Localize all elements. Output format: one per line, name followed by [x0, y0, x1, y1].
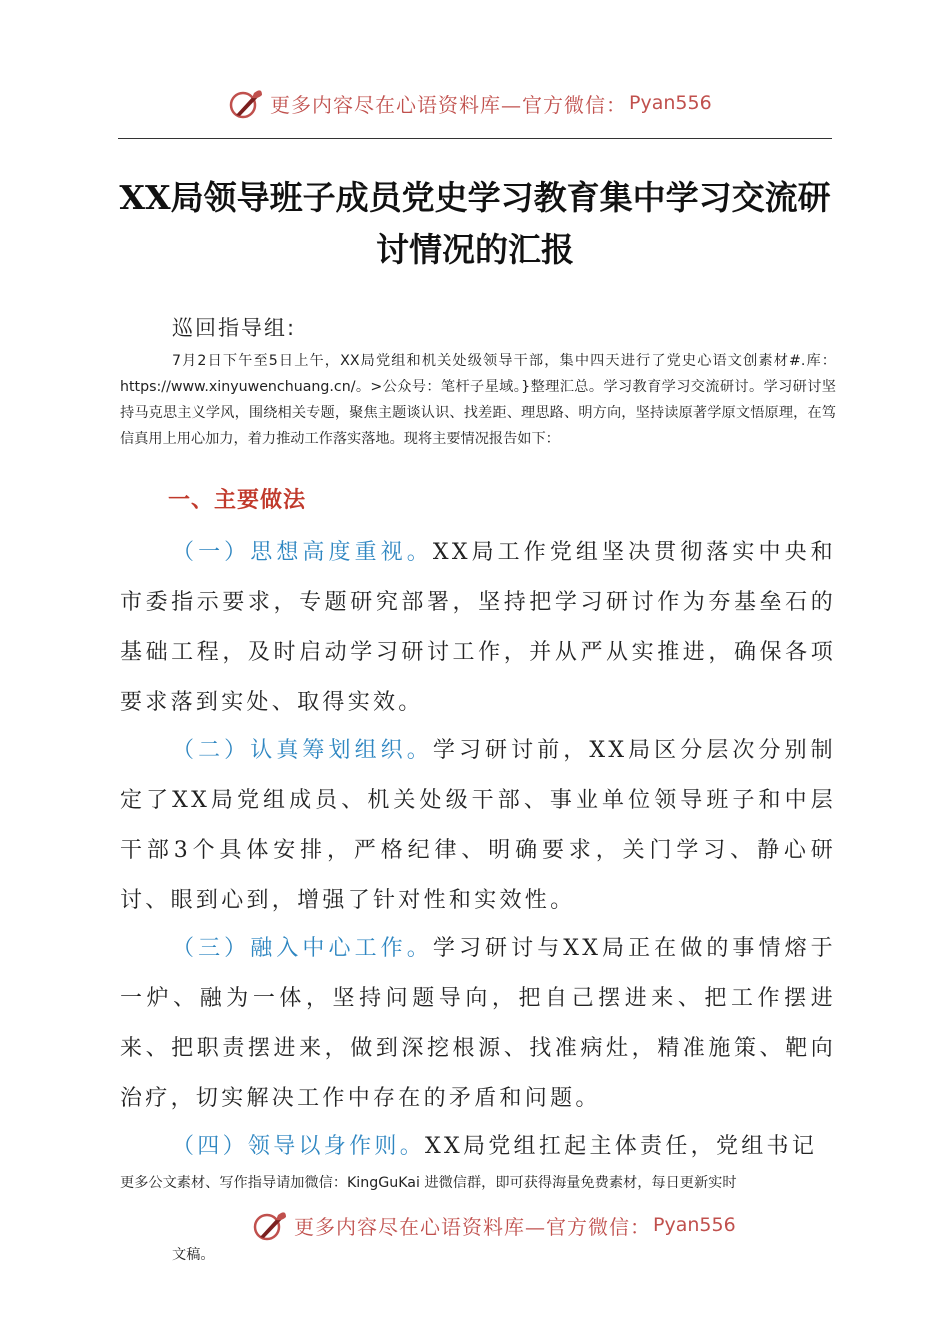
header-banner-handle: Pyan556	[629, 92, 712, 114]
section-heading: 一、主要做法	[168, 488, 307, 513]
footer-banner-text: 更多内容尽在心语资料库—官方微信：	[294, 1214, 651, 1239]
intro-paragraph: 7月2日下午至5日上午，XX局党组和机关处级领导干部，集中四天进行了党史心语文创素材#.库：https://www.xinyuwenchuang.cn/。>公众号：笔杆子星域。}整理汇总。学习教育学习交流研讨。学习研讨坚持马克思主义学风，围绕相关专题，聚焦主题谈认识、找差距、理思路、明方向，坚持读原著学原文悟原理，在笃信真用上用心加力，着力推动工作落实落地。现将主要情况报告如下：	[120, 353, 836, 447]
footer-promo-continued: 文稿。	[172, 1247, 215, 1263]
footer-promo: 更多公文素材、写作指导请加微信：KingGuKai 进微信群，即可获得海量免费素材，每日更新实时	[120, 1175, 737, 1191]
paragraph-4	[120, 1122, 836, 1172]
header-rule	[118, 138, 832, 139]
paragraph-3	[120, 924, 836, 1124]
paragraph-2	[120, 726, 836, 926]
paragraph-4-body: XX局党组扛起主体责任，党组书记	[425, 1134, 818, 1159]
header-banner-text: 更多内容尽在心语资料库—官方微信：	[270, 92, 627, 117]
document-title: XX局领导班子成员党史学习教育集中学习交流研讨情况的汇报	[119, 178, 831, 269]
footer-banner	[252, 1206, 772, 1244]
paragraph-1-body: XX局工作党组坚决贯彻落实中央和市委指示要求，专题研究部署，坚持把学习研讨作为夯基垒石的基础工程，及时启动学习研讨工作，并从严从实推进，确保各项要求落到实处、取得实效。	[120, 540, 836, 715]
header-banner	[228, 84, 748, 122]
paragraph-2-body: 学习研讨前，XX局区分层次分别制定了XX局党组成员、机关处级干部、事业单位领导班子和中层干部3个具体安排，严格纪律、明确要求，关门学习、静心研讨、眼到心到，增强了针对性和实效性。	[120, 738, 836, 913]
paragraph-3-lead: （三）融入中心工作。	[172, 936, 433, 961]
quill-logo-icon	[228, 85, 264, 121]
footer-banner-handle: Pyan556	[653, 1214, 736, 1236]
paragraph-4-lead: （四）领导以身作则。	[172, 1134, 426, 1159]
salutation: 巡回指导组:	[172, 316, 297, 340]
paragraph-3-body: 学习研讨与XX局正在做的事情熔于一炉、融为一体，坚持问题导向，把自己摆进来、把工作摆进来、把职责摆进来，做到深挖根源、找准病灶，精准施策、靶向治疗，切实解决工作中存在的矛盾和问题。	[120, 936, 836, 1111]
paragraph-1	[120, 528, 836, 728]
paragraph-1-lead: （一）思想高度重视。	[172, 540, 433, 565]
quill-logo-icon	[252, 1207, 288, 1243]
paragraph-2-lead: （二）认真筹划组织。	[172, 738, 433, 763]
